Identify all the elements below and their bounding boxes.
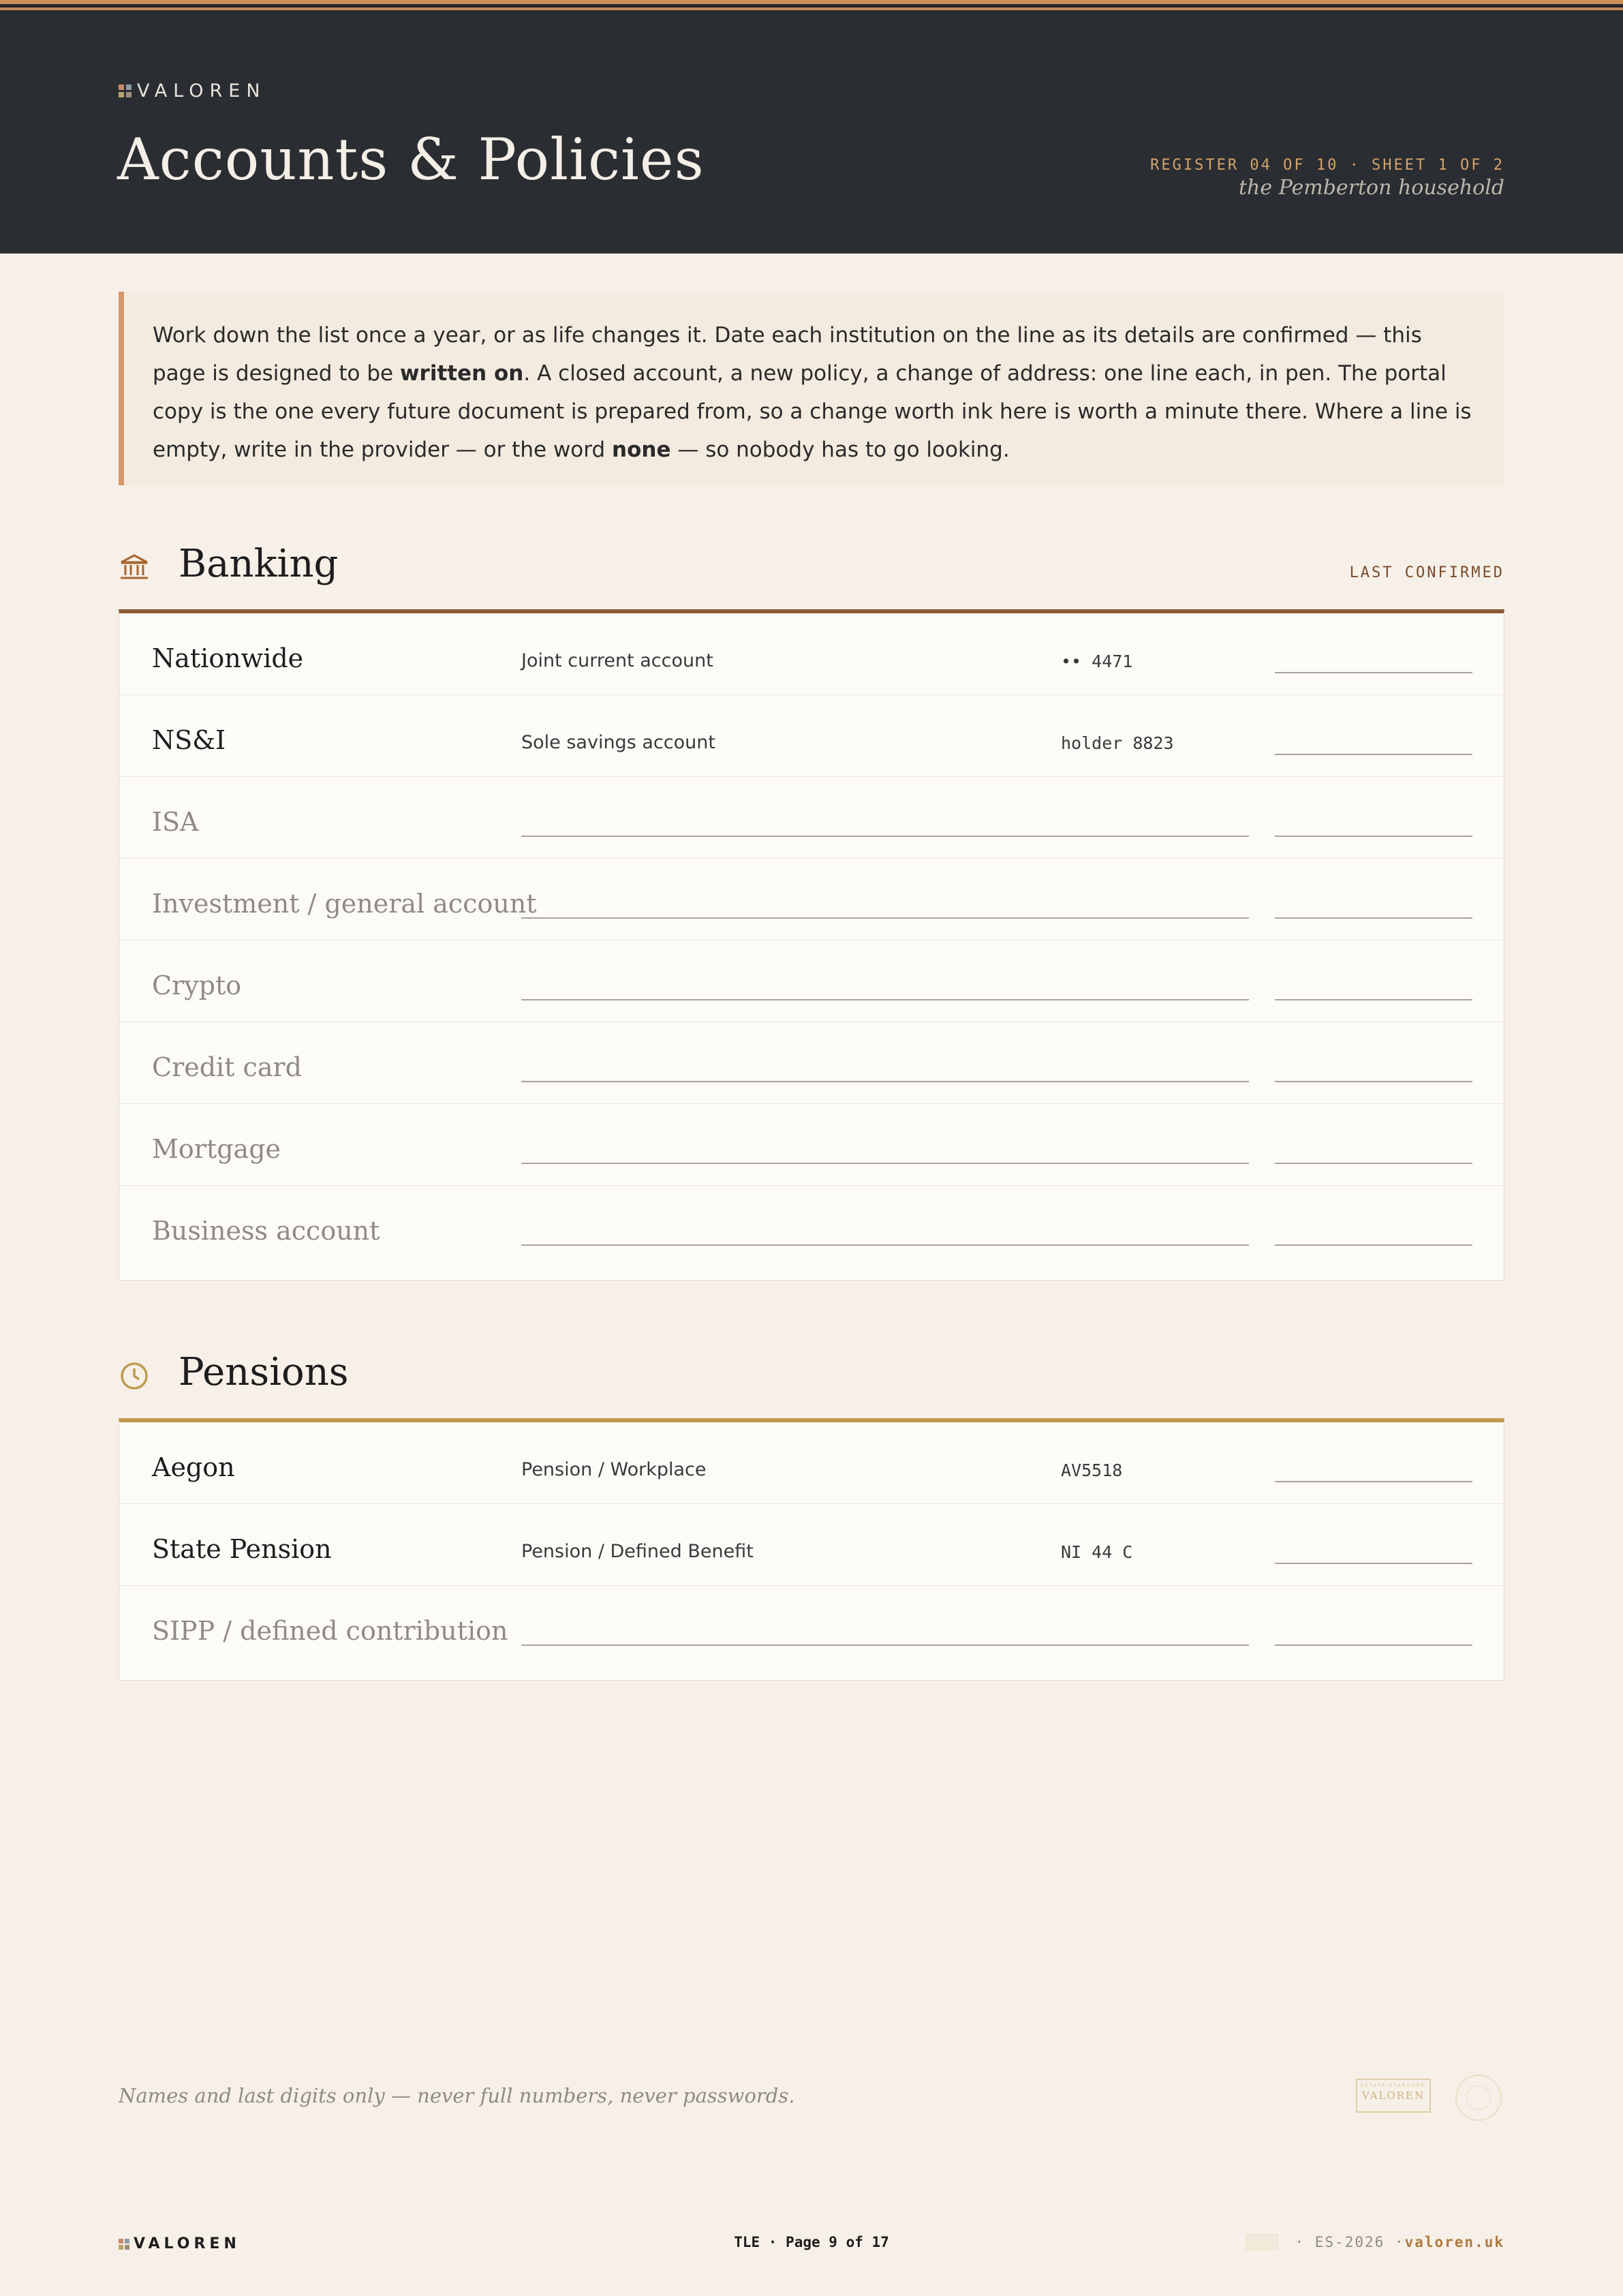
banking-title: Banking [179, 542, 339, 586]
confirmed-date-line[interactable] [1275, 836, 1472, 837]
institution-name: ISA [152, 807, 199, 837]
institution-name: Business account [152, 1216, 380, 1246]
pensions-table [119, 1418, 1504, 1681]
pension-reference: AV5518 [1061, 1460, 1123, 1480]
pension-type: Pension / Defined Benefit [521, 1541, 754, 1562]
banking-section-header [119, 540, 1504, 594]
pensions-title: Pensions [179, 1350, 349, 1394]
account-type: Joint current account [521, 650, 713, 671]
pension-reference: NI 44 C [1061, 1542, 1133, 1562]
confirmed-date-line[interactable] [1275, 1163, 1472, 1164]
intro-note [119, 292, 1504, 485]
privacy-footnote: Names and last digits only — never full numbers, never passwords. [119, 2084, 795, 2107]
brand-logo [119, 80, 266, 102]
institution-name: State Pension [152, 1534, 332, 1564]
confirmed-date-line[interactable] [1275, 754, 1472, 755]
institution-name: Crypto [152, 970, 242, 1000]
provider-write-line[interactable] [521, 1644, 1249, 1646]
banking-table [119, 609, 1504, 1281]
household-name: the Pemberton household [1238, 176, 1504, 200]
provider-write-line[interactable] [521, 917, 1249, 919]
confirmed-date-line[interactable] [1275, 1081, 1472, 1082]
provider-write-line[interactable] [521, 999, 1249, 1000]
intro-text-1: Work down the list once a year, or as life changes it. Date each institution on the line as its details are confirmed — this page is designed to be [153, 323, 1422, 386]
intro-bold-2: none [612, 438, 671, 462]
table-row [119, 1104, 1504, 1186]
institution-name: Aegon [152, 1452, 235, 1482]
pension-type: Pension / Workplace [521, 1459, 707, 1480]
institution-name: Investment / general account [152, 889, 537, 919]
table-row [119, 1504, 1504, 1586]
brand-mark-icon [119, 85, 132, 97]
account-reference: holder 8823 [1061, 733, 1174, 753]
clock-icon [119, 1360, 150, 1392]
confirmed-date-line[interactable] [1275, 1481, 1472, 1482]
page-title: Accounts & Policies [117, 126, 705, 193]
footer-chip [1246, 2234, 1278, 2250]
page-number: TLE · Page 9 of 17 [734, 2234, 889, 2250]
provider-write-line[interactable] [521, 1244, 1249, 1246]
table-row [119, 1022, 1504, 1104]
confirmed-date-line[interactable] [1275, 1563, 1472, 1564]
stamp-name: VALOREN [1361, 2090, 1425, 2102]
brand-name: VALOREN [137, 80, 266, 102]
table-row [119, 777, 1504, 859]
pensions-section-header [119, 1348, 1504, 1403]
table-row [119, 1186, 1504, 1280]
table-row [119, 859, 1504, 940]
bank-icon [119, 552, 150, 583]
register-label: REGISTER 04 OF 10 · SHEET 1 OF 2 [1150, 157, 1504, 174]
table-row [119, 695, 1504, 777]
footer-brand-name: VALOREN [134, 2235, 241, 2252]
intro-bold-1: written on [399, 361, 524, 386]
stamp-top-text: ESTATE STANDARD [1360, 2083, 1427, 2088]
provider-write-line[interactable] [521, 836, 1249, 837]
table-row [119, 940, 1504, 1022]
last-confirmed-label: LAST CONFIRMED [1349, 564, 1504, 581]
edition-code: · ES-2026 · [1295, 2234, 1405, 2250]
account-reference: •• 4471 [1061, 652, 1133, 671]
top-accent-line-inner [0, 7, 1623, 10]
seal-icon [1455, 2075, 1502, 2121]
estate-standard-stamp [1356, 2079, 1431, 2113]
confirmed-date-line[interactable] [1275, 999, 1472, 1000]
footer-right [1246, 2234, 1504, 2250]
provider-write-line[interactable] [521, 1163, 1249, 1164]
table-row [119, 1586, 1504, 1680]
institution-name: NS&I [152, 725, 226, 755]
account-type: Sole savings account [521, 732, 715, 753]
site-link[interactable]: valoren.uk [1404, 2234, 1504, 2250]
table-row [119, 1422, 1504, 1504]
table-row [119, 613, 1504, 695]
intro-text-3: — so nobody has to go looking. [670, 438, 1010, 462]
institution-name: Mortgage [152, 1134, 281, 1164]
institution-name: SIPP / defined contribution [152, 1616, 508, 1646]
institution-name: Nationwide [152, 643, 304, 673]
institution-name: Credit card [152, 1052, 302, 1082]
confirmed-date-line[interactable] [1275, 1644, 1472, 1646]
confirmed-date-line[interactable] [1275, 917, 1472, 919]
provider-write-line[interactable] [521, 1081, 1249, 1082]
confirmed-date-line[interactable] [1275, 1244, 1472, 1246]
confirmed-date-line[interactable] [1275, 672, 1472, 673]
intro-text-2: . A closed account, a new policy, a change of address: one line each, in pen. The portal copy is the one every future document is prepared from, so a change worth ink here is worth a minute there. Where a line is empty, write in the provider — or the word [153, 361, 1472, 462]
